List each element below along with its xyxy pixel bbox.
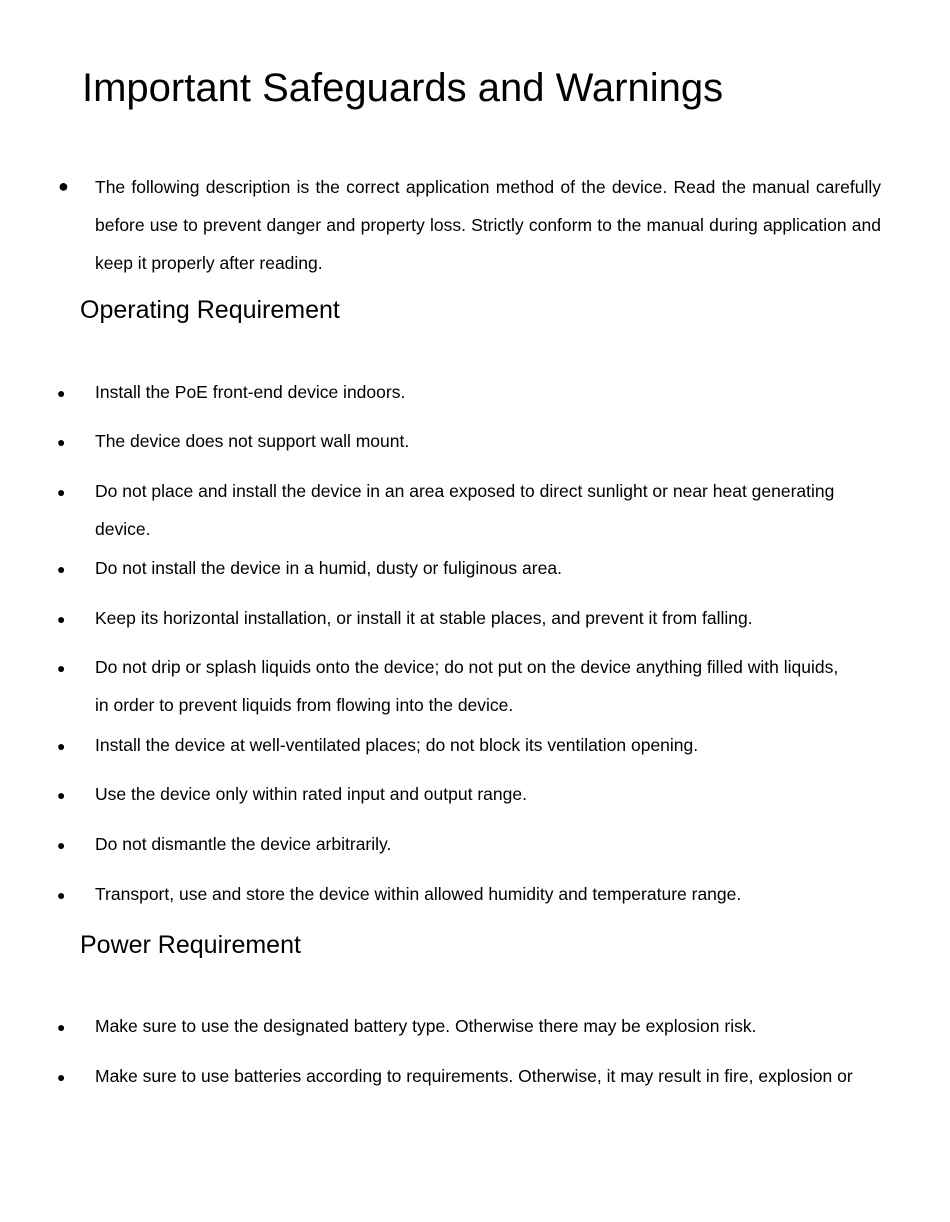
bullet-icon: ●	[58, 176, 69, 196]
bullet-icon: ●	[57, 1019, 66, 1035]
list-item-text: Transport, use and store the device within allowed humidity and temperature range.	[95, 884, 742, 904]
list-item-text: Do not drip or splash liquids onto the device; do not put on the device anything filled with liquids, in order to prevent liquids from flowing into the device.	[95, 657, 839, 715]
list-item-text: Use the device only within rated input and output range.	[95, 784, 527, 804]
bullet-icon: ●	[57, 434, 66, 450]
bullet-icon: ●	[57, 887, 66, 903]
list-item-text: Install the device at well-ventilated places; do not block its ventilation opening.	[95, 735, 699, 755]
bullet-icon: ●	[57, 484, 66, 500]
bullet-icon: ●	[57, 738, 66, 754]
bullet-icon: ●	[57, 1069, 66, 1085]
page-title: Important Safeguards and Warnings	[82, 66, 724, 110]
list-item-text: Install the PoE front-end device indoors.	[95, 382, 406, 402]
list-item-text: Make sure to use batteries according to requirements. Otherwise, it may result in fire, explosion or	[95, 1066, 853, 1086]
intro-text: The following description is the correct application method of the device. Read the manual carefully before use to prevent danger and property loss. Strictly conform to the manual during application and keep it properly after reading.	[95, 177, 881, 273]
list-item-text: Keep its horizontal installation, or install it at stable places, and prevent it from falling.	[95, 608, 753, 628]
section-heading-power: Power Requirement	[80, 931, 301, 959]
list-item-text: Do not install the device in a humid, dusty or fuliginous area.	[95, 558, 562, 578]
list-item-text: The device does not support wall mount.	[95, 431, 410, 451]
list-item-text: Do not place and install the device in an area exposed to direct sunlight or near heat generating device.	[95, 481, 835, 539]
bullet-icon: ●	[57, 611, 66, 627]
bullet-icon: ●	[57, 660, 66, 676]
list-item-text: Do not dismantle the device arbitrarily.	[95, 834, 392, 854]
bullet-icon: ●	[57, 385, 66, 401]
list-item-text: Make sure to use the designated battery type. Otherwise there may be explosion risk.	[95, 1016, 757, 1036]
bullet-icon: ●	[57, 561, 66, 577]
bullet-icon: ●	[57, 787, 66, 803]
bullet-icon: ●	[57, 837, 66, 853]
section-heading-operating: Operating Requirement	[80, 296, 340, 324]
